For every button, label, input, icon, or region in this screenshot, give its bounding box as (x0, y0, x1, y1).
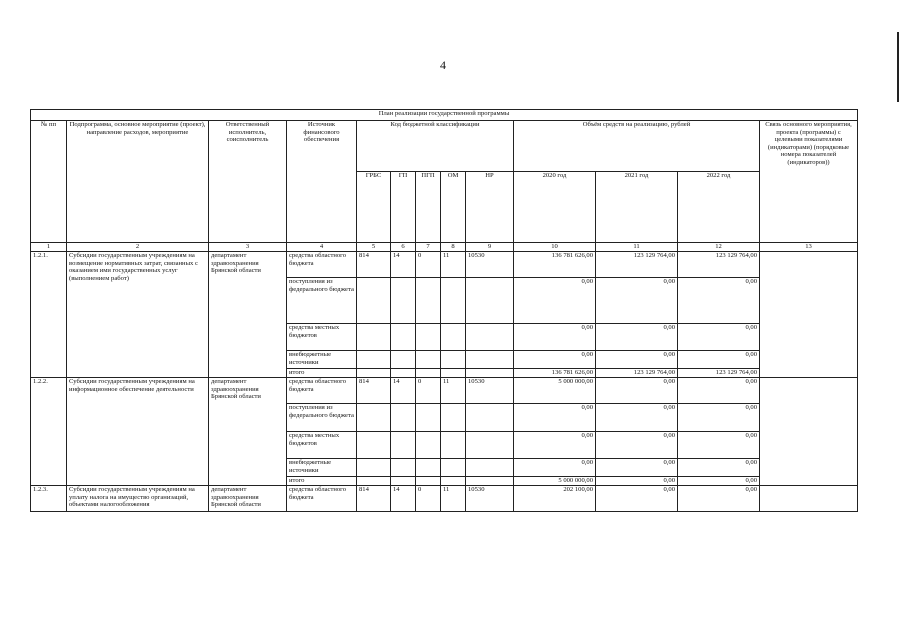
col-number: 7 (416, 243, 441, 252)
item-number: 1.2.3. (31, 486, 67, 512)
total-2020: 136 781 626,00 (514, 369, 596, 378)
value-2022: 0,00 (678, 378, 760, 404)
item-executor: департамент здравоохранения Брянской области (209, 486, 287, 512)
header-executor: Ответственный исполнитель, соисполнитель (209, 121, 287, 243)
col-number: 4 (287, 243, 357, 252)
col-number: 9 (466, 243, 514, 252)
item-number: 1.2.2. (31, 378, 67, 486)
value-2021: 0,00 (596, 378, 678, 404)
value-2021: 123 129 764,00 (596, 252, 678, 278)
table-row (31, 486, 858, 512)
value-2020: 0,00 (514, 404, 596, 432)
item-name: Субсидии государственным учреждениям на уплату налога на имущество организаций, объектами налогообложения (67, 486, 209, 512)
item-link (760, 252, 858, 378)
code-gp: 14 (391, 252, 416, 278)
total-2020: 5 000 000,00 (514, 477, 596, 486)
col-number: 1 (31, 243, 67, 252)
col-number: 8 (441, 243, 466, 252)
col-number: 6 (391, 243, 416, 252)
code-om: 11 (441, 486, 466, 512)
value-2022: 123 129 764,00 (678, 252, 760, 278)
header-om: ОМ (441, 172, 466, 243)
source-offbudget: внебюджетные источники (287, 351, 357, 369)
value-2020: 202 100,00 (514, 486, 596, 512)
table-row (31, 378, 858, 404)
col-number: 11 (596, 243, 678, 252)
value-2021: 0,00 (596, 278, 678, 324)
code-grbs: 814 (357, 486, 391, 512)
code-om: 11 (441, 252, 466, 278)
header-2021: 2021 год (596, 172, 678, 243)
page-number: 4 (440, 58, 446, 72)
item-executor: департамент здравоохранения Брянской области (209, 252, 287, 378)
value-2020: 0,00 (514, 459, 596, 477)
header-link: Связь основного мероприятия, проекта (программы) с целевыми показателями (индикаторами) (порядковые номера показателей (индикаторов)) (760, 121, 858, 243)
value-2021: 0,00 (596, 459, 678, 477)
value-2021: 0,00 (596, 324, 678, 351)
value-2020: 0,00 (514, 324, 596, 351)
header-source: Источник финансового обеспечения (287, 121, 357, 243)
value-2022: 0,00 (678, 459, 760, 477)
total-2022: 123 129 764,00 (678, 369, 760, 378)
header-pgp: ПГП (416, 172, 441, 243)
header-num: № пп (31, 121, 67, 243)
code-pgp: 0 (416, 486, 441, 512)
source-local: средства местных бюджетов (287, 432, 357, 459)
source-federal: поступления из федерального бюджета (287, 404, 357, 432)
value-2021: 0,00 (596, 404, 678, 432)
source-regional: средства областного бюджета (287, 378, 357, 404)
header-gp: ГП (391, 172, 416, 243)
col-number: 13 (760, 243, 858, 252)
value-2022: 0,00 (678, 278, 760, 324)
col-number: 2 (67, 243, 209, 252)
value-2020: 0,00 (514, 351, 596, 369)
item-name: Субсидии государственным учреждениям на информационное обеспечение деятельности (67, 378, 209, 486)
item-number: 1.2.1. (31, 252, 67, 378)
col-number: 5 (357, 243, 391, 252)
value-2020: 0,00 (514, 432, 596, 459)
item-name: Субсидии государственным учреждениям на возмещение нормативных затрат, связанных с оказанием ими государственных услуг (выполнением работ) (67, 252, 209, 378)
value-2022: 0,00 (678, 486, 760, 512)
header-grbs: ГРБС (357, 172, 391, 243)
code-pgp: 0 (416, 378, 441, 404)
source-total: итого (287, 369, 357, 378)
col-number: 3 (209, 243, 287, 252)
value-2022: 0,00 (678, 432, 760, 459)
total-2021: 0,00 (596, 477, 678, 486)
header-name: Подпрограмма, основное мероприятие (проект), направление расходов, мероприятие (67, 121, 209, 243)
value-2021: 0,00 (596, 432, 678, 459)
item-executor: департамент здравоохранения Брянской области (209, 378, 287, 486)
header-budget-code: Код бюджетной классификации (357, 121, 514, 172)
source-regional: средства областного бюджета (287, 486, 357, 512)
table-row (31, 252, 858, 278)
code-gp: 14 (391, 486, 416, 512)
column-numbers-row (31, 243, 858, 252)
code-nr: 10530 (466, 252, 514, 278)
program-plan-table (30, 109, 858, 512)
value-2022: 0,00 (678, 351, 760, 369)
header-volume: Объём средств на реализацию, рублей (514, 121, 760, 172)
code-nr: 10530 (466, 378, 514, 404)
total-2022: 0,00 (678, 477, 760, 486)
item-link (760, 378, 858, 486)
col-number: 10 (514, 243, 596, 252)
code-grbs: 814 (357, 378, 391, 404)
source-regional: средства областного бюджета (287, 252, 357, 278)
value-2020: 136 781 626,00 (514, 252, 596, 278)
table-title: План реализации государственной программы (31, 110, 858, 121)
value-2022: 0,00 (678, 324, 760, 351)
header-2020: 2020 год (514, 172, 596, 243)
scan-edge-mark (897, 32, 899, 102)
code-grbs: 814 (357, 252, 391, 278)
value-2021: 0,00 (596, 486, 678, 512)
code-om: 11 (441, 378, 466, 404)
header-2022: 2022 год (678, 172, 760, 243)
source-offbudget: внебюджетные источники (287, 459, 357, 477)
source-federal: поступления из федерального бюджета (287, 278, 357, 324)
value-2021: 0,00 (596, 351, 678, 369)
value-2020: 5 000 000,00 (514, 378, 596, 404)
source-local: средства местных бюджетов (287, 324, 357, 351)
code-gp: 14 (391, 378, 416, 404)
source-total: итого (287, 477, 357, 486)
col-number: 12 (678, 243, 760, 252)
total-2021: 123 129 764,00 (596, 369, 678, 378)
item-link (760, 486, 858, 512)
value-2022: 0,00 (678, 404, 760, 432)
value-2020: 0,00 (514, 278, 596, 324)
code-pgp: 0 (416, 252, 441, 278)
header-nr: НР (466, 172, 514, 243)
code-nr: 10530 (466, 486, 514, 512)
